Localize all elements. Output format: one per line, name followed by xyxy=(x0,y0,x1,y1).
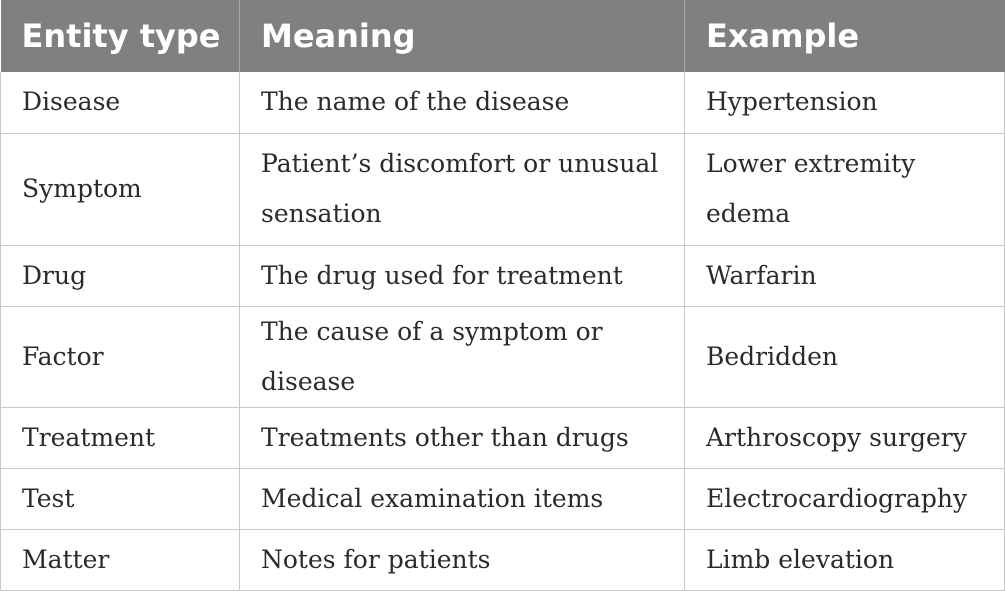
cell-meaning: Medical examination items xyxy=(240,468,685,529)
table-row xyxy=(1,407,1005,468)
table-row xyxy=(1,529,1005,590)
cell-example: Electrocardiography xyxy=(685,468,1005,529)
cell-example: Arthroscopy surgery xyxy=(685,407,1005,468)
header-entity-type: Entity type xyxy=(1,0,240,72)
cell-entity-type: Test xyxy=(1,468,240,529)
header-row xyxy=(1,0,1005,72)
header-example: Example xyxy=(685,0,1005,72)
header-meaning: Meaning xyxy=(240,0,685,72)
cell-example: Bedridden xyxy=(685,306,1005,407)
cell-entity-type: Drug xyxy=(1,245,240,306)
cell-meaning: The drug used for treatment xyxy=(240,245,685,306)
cell-entity-type: Symptom xyxy=(1,133,240,245)
cell-entity-type: Treatment xyxy=(1,407,240,468)
table-row xyxy=(1,306,1005,407)
cell-example: Limb elevation xyxy=(685,529,1005,590)
cell-entity-type: Factor xyxy=(1,306,240,407)
table-row xyxy=(1,133,1005,245)
table-row xyxy=(1,468,1005,529)
cell-meaning: Notes for patients xyxy=(240,529,685,590)
cell-meaning: Treatments other than drugs xyxy=(240,407,685,468)
cell-meaning: The cause of a symptom or disease xyxy=(240,306,685,407)
table-body xyxy=(1,72,1005,590)
cell-meaning: The name of the disease xyxy=(240,72,685,133)
cell-entity-type: Matter xyxy=(1,529,240,590)
table-header xyxy=(1,0,1005,72)
cell-example: Lower extremity edema xyxy=(685,133,1005,245)
cell-entity-type: Disease xyxy=(1,72,240,133)
cell-example: Warfarin xyxy=(685,245,1005,306)
cell-example: Hypertension xyxy=(685,72,1005,133)
table-row xyxy=(1,72,1005,133)
cell-meaning: Patient’s discomfort or unusual sensation xyxy=(240,133,685,245)
table-row xyxy=(1,245,1005,306)
